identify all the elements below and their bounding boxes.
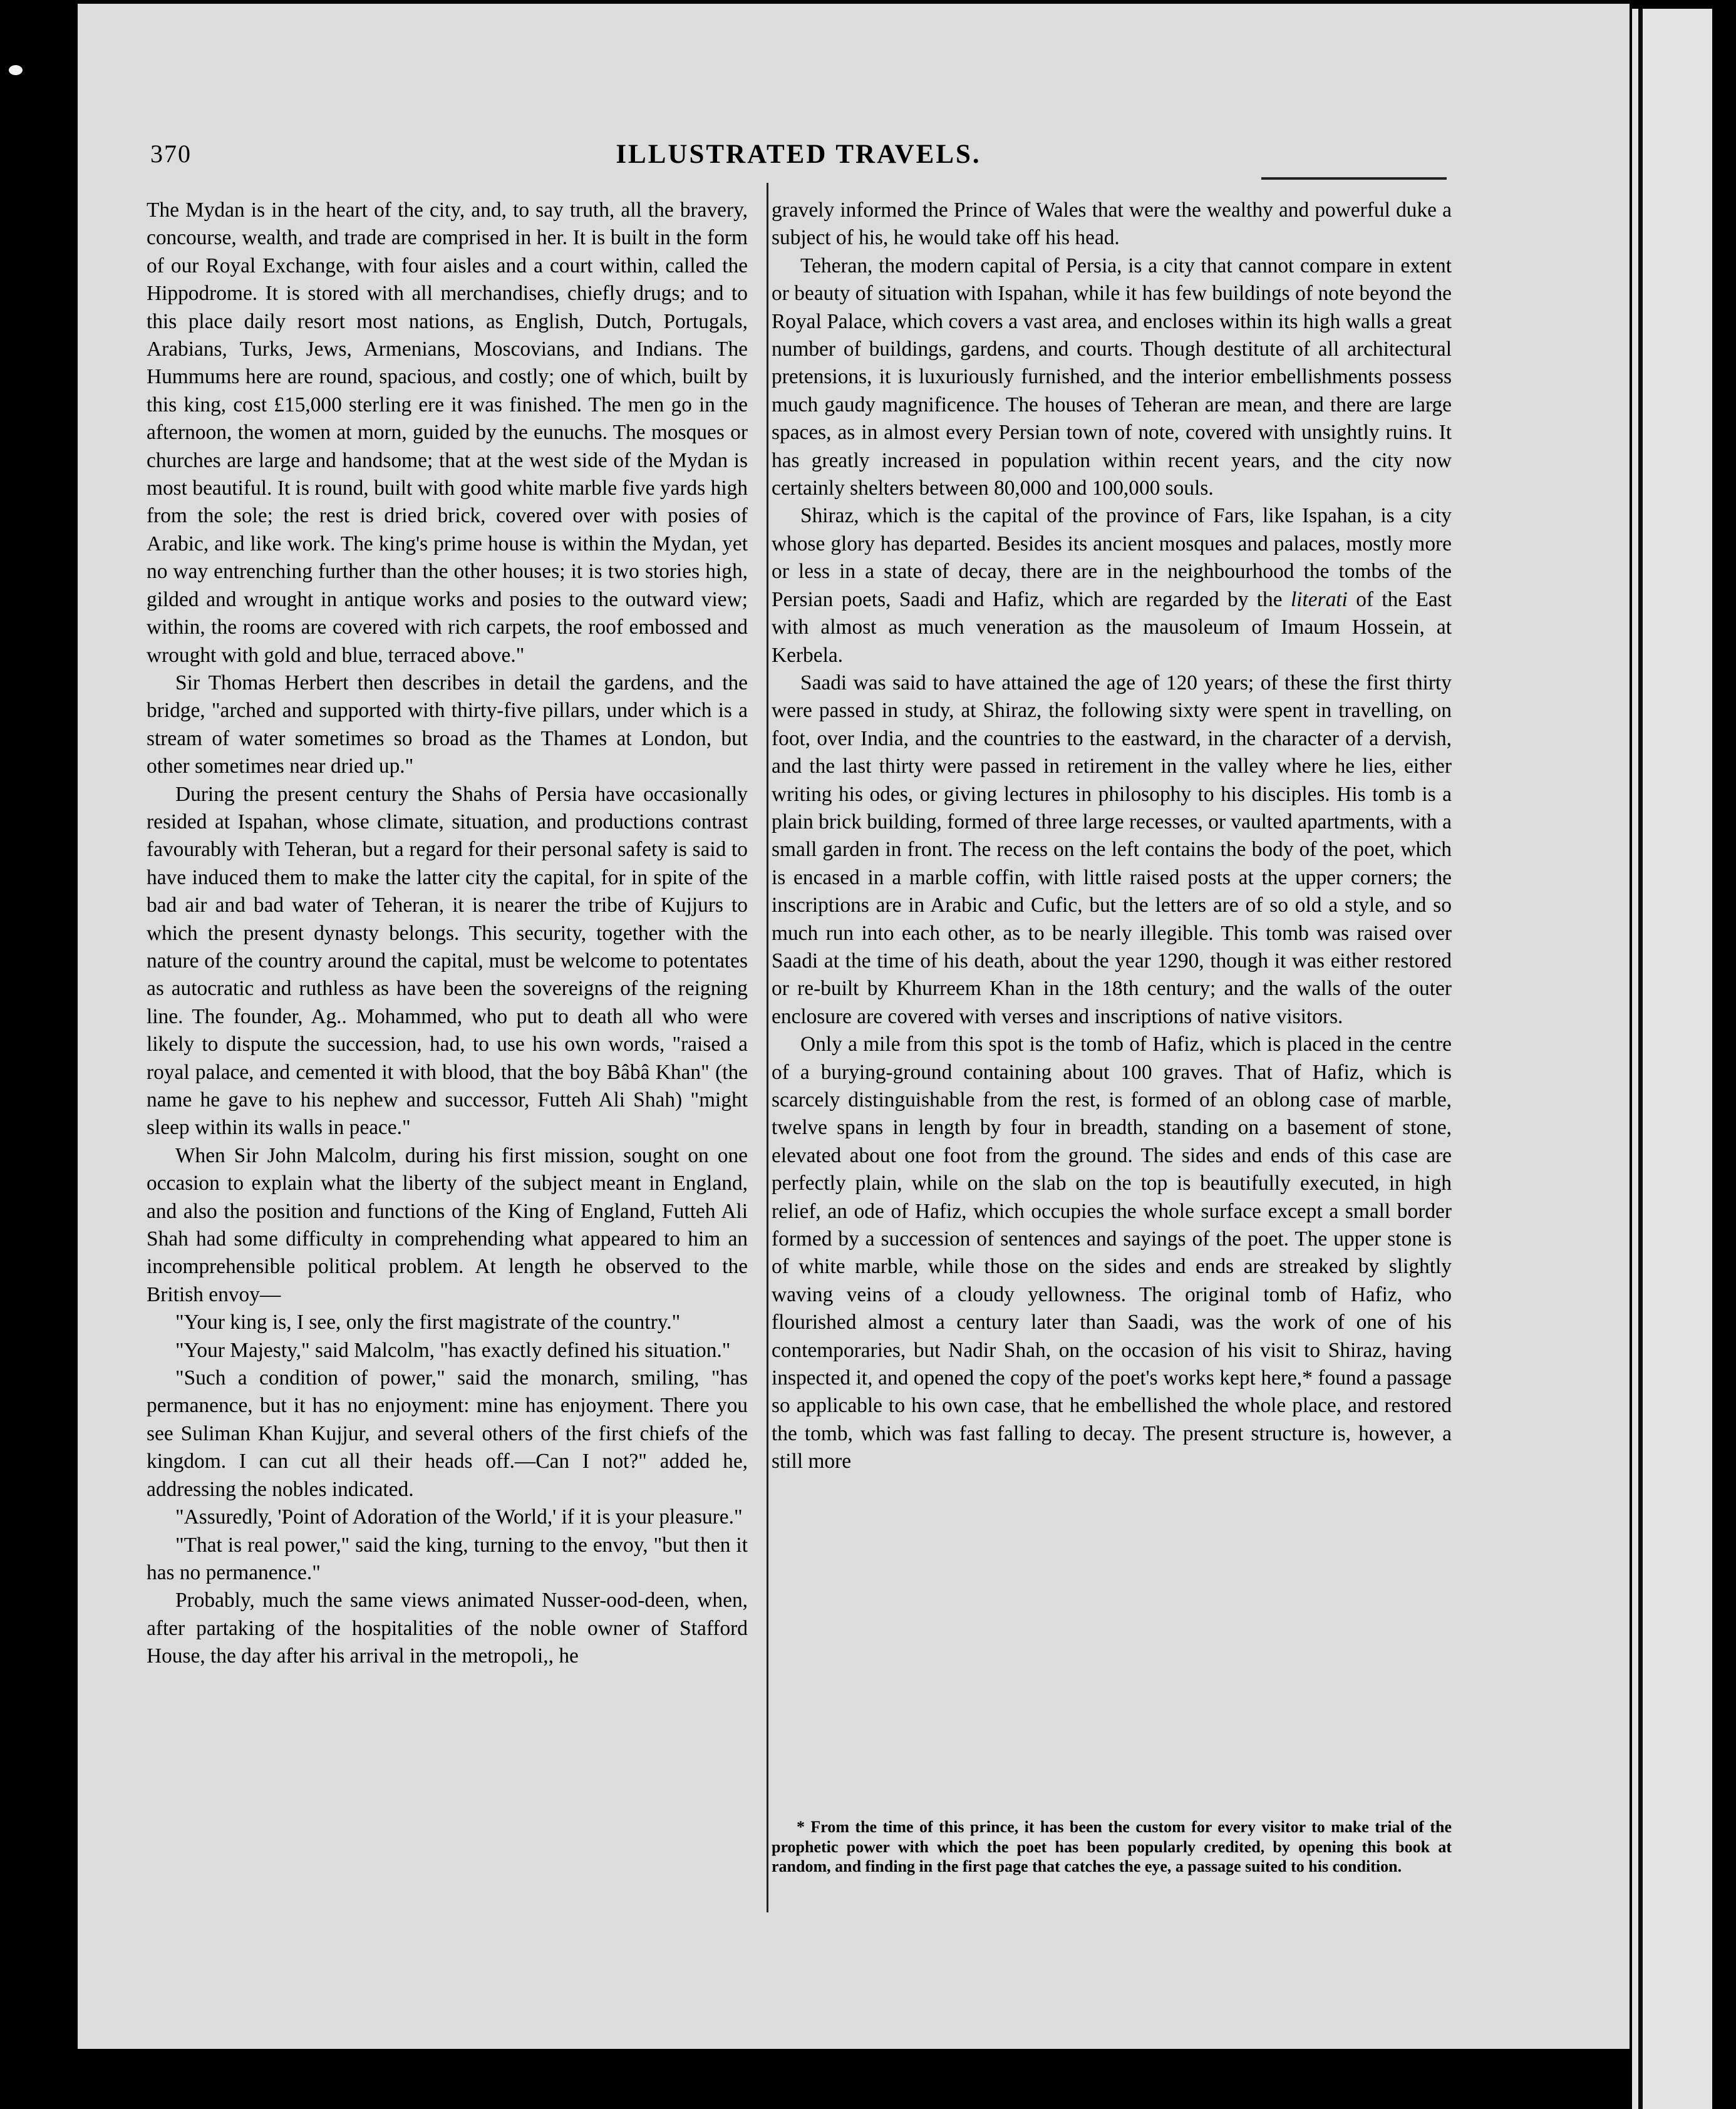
text-run: of the East with almost as much veneration as the mausoleum of Imaum Hossein, at Kerbela. bbox=[772, 587, 1452, 667]
paragraph: "Assuredly, 'Point of Adoration of the World,' if it is your pleasure." bbox=[175, 1505, 743, 1529]
column-divider bbox=[767, 183, 768, 1912]
right-column bbox=[772, 197, 1452, 1476]
text-run: Shiraz, which is the capital of the province of Fars, like Ispahan, is a city whose glory has departed. Besides its ancient mosques and palaces, mostly more or less in a state of decay, there are in the neighbourhood the tombs of the Persian poets, Saadi and Hafiz, which are regarded by the bbox=[772, 504, 1452, 611]
paragraph: Sir Thomas Herbert then describes in detail the gardens, and the bridge, "arched and supported with thirty-five pillars, under which is a stream of water sometimes so broad as the Thames at London, but other sometimes near dried up." bbox=[147, 671, 748, 778]
paragraph: "Such a condition of power," said the monarch, smiling, "has permanence, but it has no enjoyment: mine has enjoyment. There you see Suliman Khan Kujjur, and several others of the first chiefs of the kingdom. I can cut all their heads off.—Can I not?" added he, addressing the nobles indicated. bbox=[147, 1366, 748, 1501]
paragraph: When Sir John Malcolm, during his first mission, sought on one occasion to explain what the liberty of the subject meant in England, and also the position and functions of the King of England, Futteh Ali Shah had some difficulty in comprehending what appeared to him an incomprehensible political problem. At length he observed to the British envoy— bbox=[147, 1143, 748, 1306]
punch-hole bbox=[9, 65, 23, 75]
paragraph bbox=[772, 502, 1452, 669]
paragraph: The Mydan is in the heart of the city, and, to say truth, all the bravery, concourse, wealth, and trade are comprised in her. It is built in the form of our Royal Exchange, with four aisles and a court within, called the Hippodrome. It is stored with all merchandises, chiefly drugs; and to this place daily resort most nations, as English, Dutch, Portugals, Arabians, Turks, Jews, Armenians, Moscovians, and Indians. The Hummums here are round, spacious, and costly; one of which, built by this king, cost £15,000 sterling ere it was finished. The men go in the afternoon, the women at morn, guided by the eunuchs. The mosques or churches are large and handsome; that at the west side of the Mydan is most beautiful. It is round, built with good white marble five yards high from the sole; the rest is dried brick, covered over with posies of Arabic, and like work. The king's prime house is within the Mydan, yet no way entrenching further than the other houses; it is two stories high, gilded and wrought in antique works and posies to the outward view; within, the rooms are covered with rich carpets, the roof embossed and wrought with gold and blue, terraced above." bbox=[147, 199, 748, 667]
paragraph: Saadi was said to have attained the age of 120 years; of these the first thirty were passed in study, at Shiraz, the following sixty were spent in travelling, on foot, over India, and the countries to the eastward, in the character of a dervish, and the last thirty were passed in retirement in the valley where he lies, either writing his odes, or giving lectures in philosophy to his disciples. His tomb is a plain brick building, formed of three large recesses, or vaulted apartments, with a small garden in front. The recess on the left contains the body of the poet, which is encased in a marble coffin, with little raised posts at the upper corners; the inscriptions are in Arabic and Cufic, but the letters are of so old a style, and so much run into each other, as to be nearly illegible. This tomb was raised over Saadi at the time of his death, about the year 1290, though it was either restored or re-built by Khurreem Khan in the 18th century; and the walls of the outer enclosure are covered with verses and inscriptions of native visitors. bbox=[772, 671, 1452, 1028]
paragraph: Probably, much the same views animated Nusser-ood-deen, when, after partaking of the hospitalities of the noble owner of Stafford House, the day after his arrival in the metropoli,, he bbox=[147, 1589, 748, 1668]
paragraph: Teheran, the modern capital of Persia, is a city that cannot compare in extent or beauty of situation with Ispahan, while it has few buildings of note beyond the Royal Palace, which covers a vast area, and encloses within its high walls a great number of buildings, gardens, and courts. Though destitute of all architectural pretensions, it is luxuriously furnished, and the interior embellishments possess much gaudy magnificence. The houses of Teheran are mean, and there are large spaces, as in almost every Persian town of note, covered with unsightly ruins. It has greatly increased in population within recent years, and the city now certainly shelters between 80,000 and 100,000 souls. bbox=[772, 254, 1452, 500]
paragraph: "Your Majesty," said Malcolm, "has exactly defined his situation." bbox=[175, 1338, 731, 1362]
paragraph: During the present century the Shahs of Persia have occasionally resided at Ispahan, whose climate, situation, and productions contrast favourably with Teheran, but a regard for their personal safety is said to have induced them to make the latter city the capital, for in spite of the bad air and bad water of Teheran, it is nearer the tribe of Kujjurs to which the present dynasty belongs. This security, together with the nature of the country around the capital, must be welcome to potentates as autocratic and ruthless as have been the sovereigns of the reigning line. The founder, Ag.. Mohammed, who put to death all who were likely to dispute the succession, had, to use his own words, "raised a royal palace, and cemented it with blood, that the boy Bâbâ Khan" (the name he gave to his nephew and successor, Futteh Ali Shah) "might sleep within its walls in peace." bbox=[147, 782, 748, 1140]
running-title: ILLUSTRATED TRAVELS. bbox=[616, 140, 981, 169]
page-number: 370 bbox=[150, 140, 192, 168]
page-edge-shadow bbox=[1638, 9, 1643, 2109]
paragraph: gravely informed the Prince of Wales that were the wealthy and powerful duke a subject of his, he would take off his head. bbox=[772, 199, 1452, 250]
footnote: * From the time of this prince, it has been the custom for every visitor to make trial of the prophetic power with which the poet has been popularly credited, by opening this book at random, and finding in the first page that catches the eye, a passage suited to his condition. bbox=[772, 1818, 1452, 1875]
italic-term: literati bbox=[1290, 587, 1348, 611]
page-header bbox=[150, 139, 1447, 177]
facing-page-edge bbox=[1632, 9, 1712, 2109]
paragraph: "Your king is, I see, only the first magistrate of the country." bbox=[175, 1311, 681, 1334]
paragraph: "That is real power," said the king, turning to the envoy, "but then it has no permanence." bbox=[147, 1533, 748, 1584]
paragraph: Only a mile from this spot is the tomb of Hafiz, which is placed in the centre of a burying-ground containing about 100 graves. That of Hafiz, which is scarcely distinguishable from the rest, is formed of an oblong case of marble, twelve spans in length by four in breadth, standing on a basement of stone, elevated about one foot from the ground. The sides and ends of this case are perfectly plain, while on the slab on the top is beautifully executed, in high relief, an ode of Hafiz, which occupies the whole surface except a small border formed by a succession of sentences and sayings of the poet. The upper stone is of white marble, while those on the sides and ends are streaked by slightly waving veins of a cloudy yellowness. The original tomb of Hafiz, who flourished almost a century later than Saadi, was the work of one of his contemporaries, but Nadir Shah, on the occasion of his visit to Shiraz, having inspected it, and opened the copy of the poet's works kept here,* found a passage so applicable to his own case, that he embellished the whole place, and restored the tomb, which was fast falling to decay. The present structure is, however, a still more bbox=[772, 1033, 1452, 1473]
left-column bbox=[147, 197, 748, 1671]
header-rule bbox=[1261, 177, 1447, 180]
